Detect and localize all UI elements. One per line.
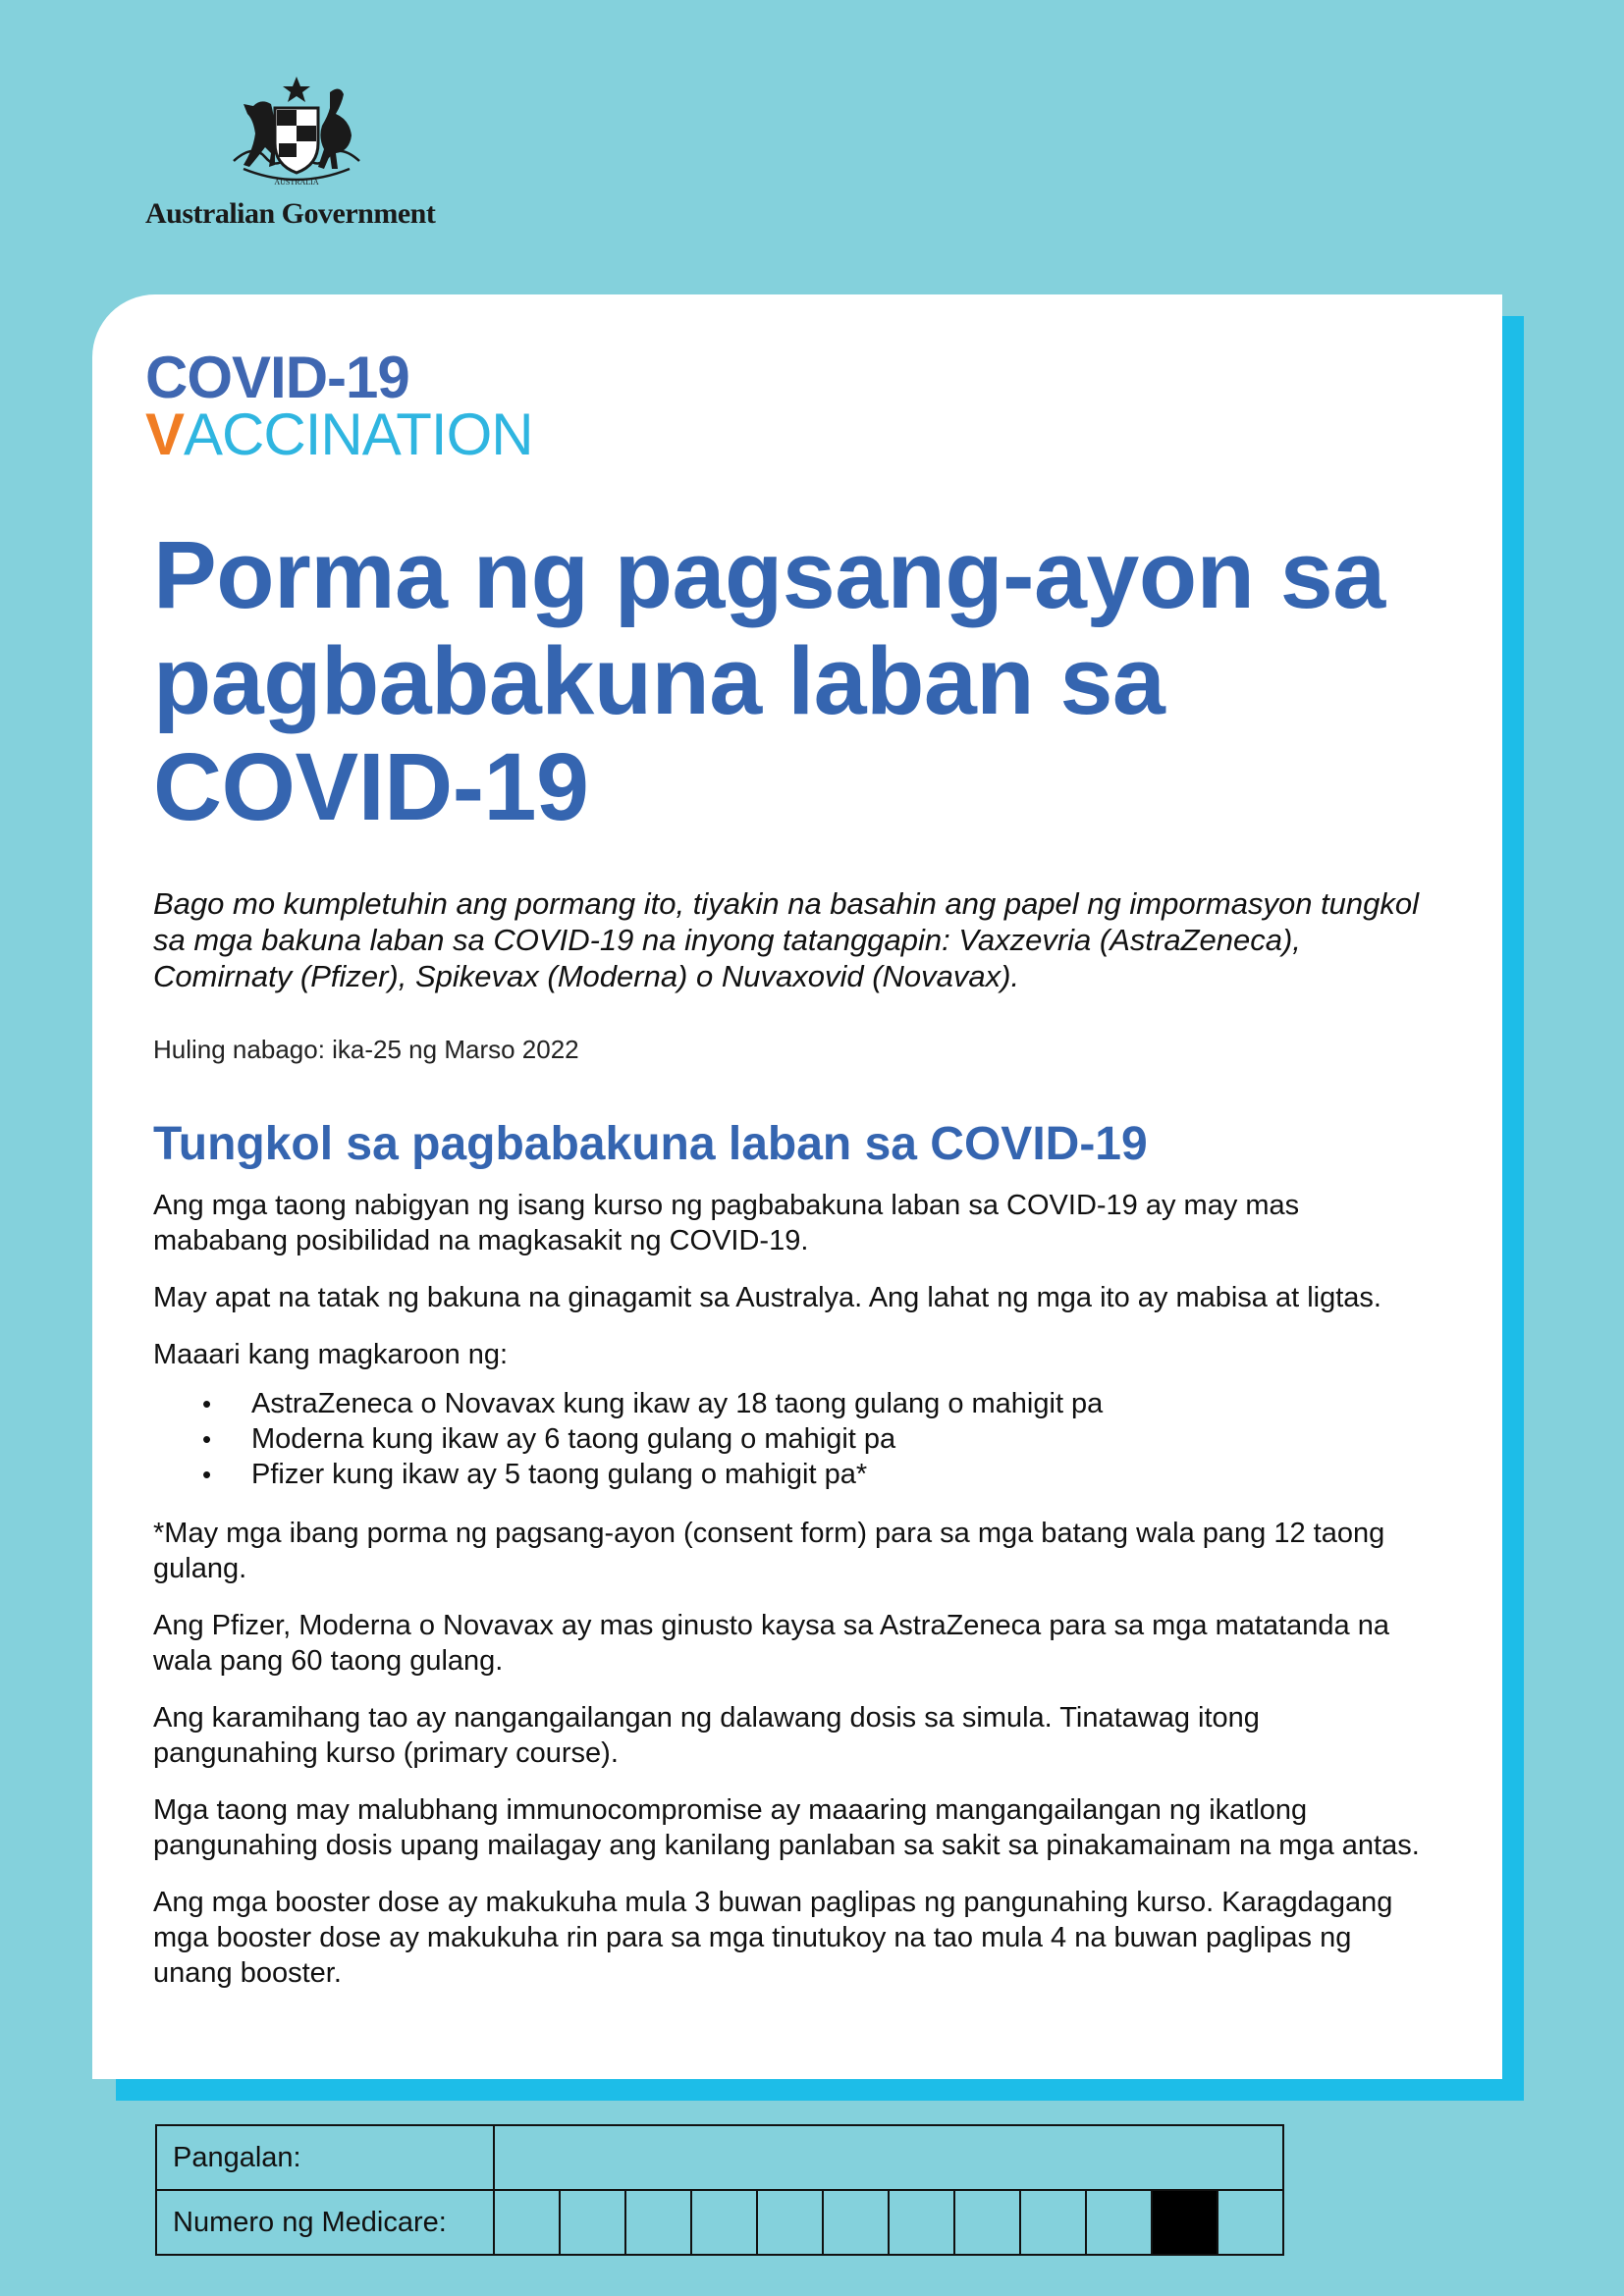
name-field[interactable] — [494, 2125, 1283, 2190]
last-updated: Huling nabago: ika-25 ng Marso 2022 — [153, 1035, 579, 1064]
government-logo — [145, 75, 448, 241]
medicare-digit-box[interactable] — [889, 2190, 954, 2255]
medicare-digit-box[interactable] — [757, 2190, 823, 2255]
paragraph: Maaari kang magkaroon ng: — [153, 1339, 509, 1370]
medicare-irn-box[interactable] — [1218, 2190, 1283, 2255]
medicare-separator-box — [1152, 2190, 1218, 2255]
patient-details-form — [155, 2124, 1284, 2256]
list-item: • Moderna kung ikaw ay 6 taong gulang o mahigit pa — [251, 1421, 1430, 1457]
list-item: • Pfizer kung ikaw ay 5 taong gulang o mahigit pa* — [251, 1457, 1430, 1492]
paragraph: *May mga ibang porma ng pagsang-ayon (consent form) para sa mga batang wala pang 12 taong gulang. — [153, 1518, 1385, 1584]
page-title: Porma ng pagsang-ayon sa pagbabakuna laban sa COVID-19 — [153, 521, 1385, 840]
medicare-label: Numero ng Medicare: — [156, 2190, 494, 2255]
covid-vaccination-logo — [145, 346, 587, 473]
logo-vaccination-rest: ACCINATION — [184, 401, 533, 467]
logo-line-covid: COVID-19 — [145, 345, 409, 410]
section-body — [153, 1188, 1430, 2012]
paragraph: May apat na tatak ng bakuna na ginagamit sa Australya. Ang lahat ng mga ito ay mabisa at ligtas. — [153, 1282, 1381, 1313]
list-item: • AstraZeneca o Novavax kung ikaw ay 18 taong gulang o mahigit pa — [251, 1386, 1430, 1421]
government-name: Australian Government — [145, 197, 436, 230]
vaccine-list — [153, 1386, 1430, 1492]
logo-line-vaccination — [145, 402, 533, 467]
medicare-digit-box[interactable] — [625, 2190, 691, 2255]
medicare-digit-box[interactable] — [494, 2190, 560, 2255]
medicare-row — [156, 2190, 1283, 2255]
paragraph: Ang Pfizer, Moderna o Novavax ay mas ginusto kaysa sa AstraZeneca para sa mga matatanda na wala pang 60 taong gulang. — [153, 1610, 1389, 1677]
medicare-digit-box[interactable] — [1086, 2190, 1152, 2255]
name-row — [156, 2125, 1283, 2190]
medicare-digit-box[interactable] — [691, 2190, 757, 2255]
svg-text:AUSTRALIA: AUSTRALIA — [274, 178, 319, 187]
medicare-digit-box[interactable] — [1020, 2190, 1086, 2255]
australian-coat-of-arms-icon — [214, 75, 379, 190]
section-heading: Tungkol sa pagbabakuna laban sa COVID-19 — [153, 1118, 1148, 1170]
medicare-digit-box[interactable] — [823, 2190, 889, 2255]
paragraph: Ang mga booster dose ay makukuha mula 3 buwan paglipas ng pangunahing kurso. Karagdagang mga booster dose ay makukuha rin para sa mga tinutukoy na tao mula 4 na buwan paglipas ng unang booster. — [153, 1887, 1393, 1989]
paragraph: Ang mga taong nabigyan ng isang kurso ng pagbabakuna laban sa COVID-19 ay may mas mababang posibilidad na magkasakit ng COVID-19. — [153, 1190, 1300, 1256]
medicare-digit-box[interactable] — [560, 2190, 625, 2255]
paragraph: Ang karamihang tao ay nangangailangan ng dalawang dosis sa simula. Tinatawag itong pangunahing kurso (primary course). — [153, 1702, 1260, 1769]
logo-check-letter: V — [145, 401, 185, 467]
name-label: Pangalan: — [156, 2125, 494, 2190]
paragraph: Mga taong may malubhang immunocompromise ay maaaring mangangailangan ng ikatlong pangunahing dosis upang mailagay ang kanilang panlaban sa sakit sa pinakamainam na mga antas. — [153, 1794, 1420, 1861]
intro-text: Bago mo kumpletuhin ang pormang ito, tiyakin na basahin ang papel ng impormasyon tungkol sa mga bakuna laban sa COVID-19 na inyong tatanggapin: Vaxzevria (AstraZeneca), Comirnaty (Pfizer), Spikevax (Moderna) o Nuvaxovid (Novavax). — [153, 886, 1420, 993]
medicare-digit-box[interactable] — [954, 2190, 1020, 2255]
